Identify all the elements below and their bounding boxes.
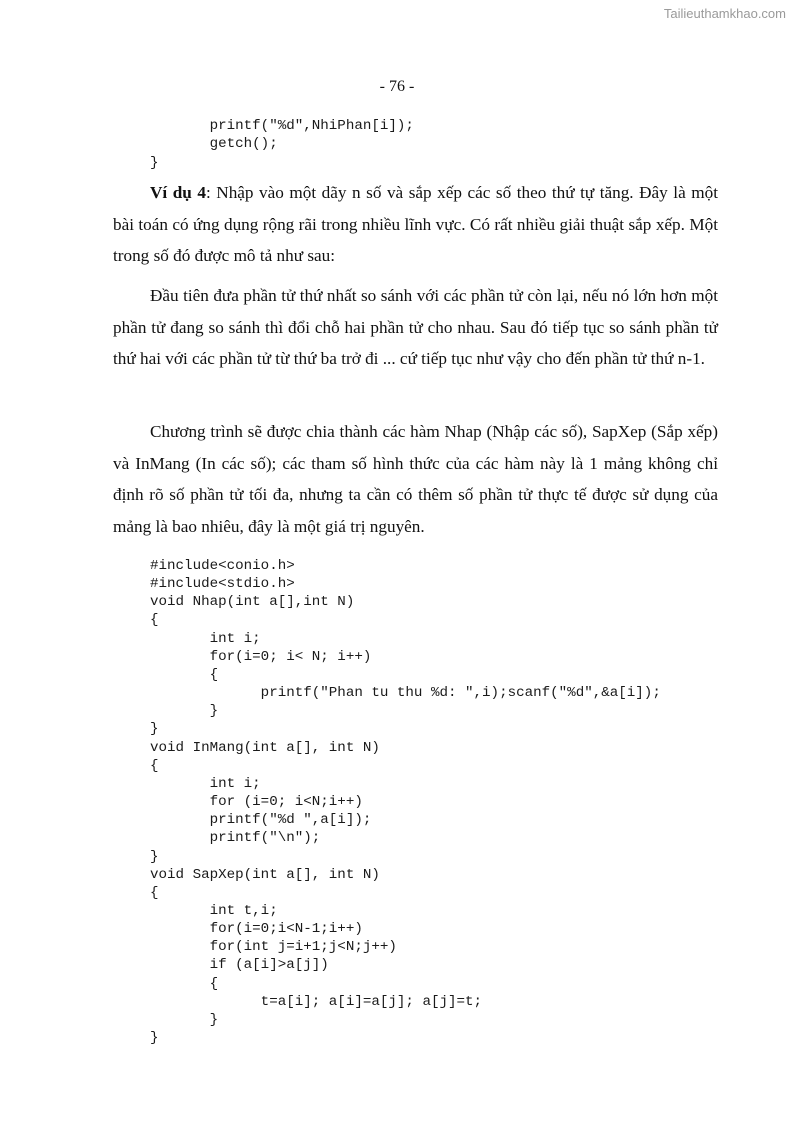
- example-label: Ví dụ 4: [150, 183, 206, 202]
- code-block-sort-program: #include<conio.h> #include<stdio.h> void Nhap(int a[],int N) { int i; for(i=0; i< N; i++) { printf("Phan tu thu %d: ",i);scanf("%d",&a[i]); } } void InMang(int a[], int N) { int i; for (i=0; i<N;i++) printf("%d ",a[i]); printf("\n"); } void SapXep(int a[], int N) { int t,i; for(i=0;i<N-1;i++) for(int j=i+1;j<N;j++) if (a[i]>a[j]) { t=a[i]; a[i]=a[j]; a[j]=t; } }: [150, 558, 661, 1047]
- page-number: - 76 -: [379, 78, 415, 95]
- example-text: : Nhập vào một dãy n số và sắp xếp các số theo thứ tự tăng. Đây là một bài toán có ứng dụng rộng rãi trong nhiều lĩnh vực. Có rất nhiều giải thuật sắp xếp. Một trong số đó được mô tả như sau:: [113, 183, 718, 266]
- paragraph-algorithm-description: Đầu tiên đưa phần tử thứ nhất so sánh với các phần tử còn lại, nếu nó lớn hơn một phần tử đang so sánh thì đổi chỗ hai phần tử cho nhau. Sau đó tiếp tục so sánh phần tử thứ hai với các phần tử từ thứ ba trở đi ... cứ tiếp tục như vậy cho đến phần tử thứ n-1.: [113, 286, 718, 369]
- paragraph-example-4: [113, 177, 718, 272]
- code-block-continuation: printf("%d",NhiPhan[i]); getch(); }: [150, 118, 414, 171]
- paragraph-program-structure: Chương trình sẽ được chia thành các hàm Nhap (Nhập các số), SapXep (Sắp xếp) và InMang (In các số); các tham số hình thức của các hàm này là 1 mảng không chỉ định rõ số phần tử tối đa, nhưng ta cần có thêm số phần tử thực tế được sử dụng của mảng là bao nhiêu, đây là một giá trị nguyên.: [113, 422, 718, 536]
- watermark: Tailieuthamkhao.com: [663, 6, 786, 21]
